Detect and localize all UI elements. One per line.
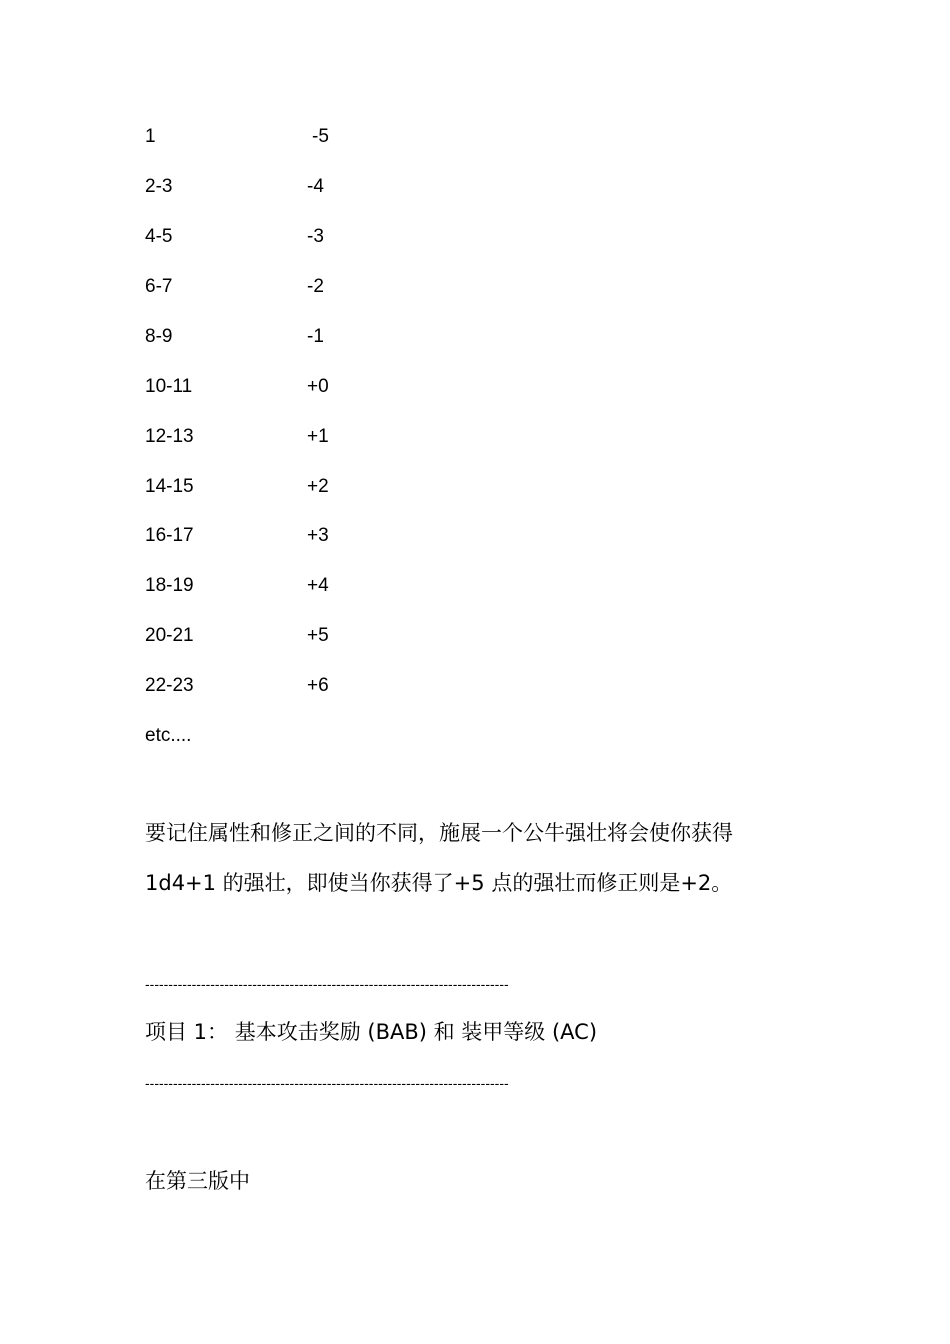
score-range: 18-19 [145,575,194,596]
etc-text: etc.... [145,725,192,746]
score-range: 10-11 [145,376,193,397]
modifier-value: -1 [307,326,324,347]
divider-rule: ------------------------------------------------------------------------------ [145,1075,509,1091]
modifier-value: +0 [307,376,329,397]
score-range: 14-15 [145,476,194,497]
modifier-value: -3 [307,226,324,247]
score-range: 16-17 [145,525,194,546]
score-range: 2-3 [145,176,173,197]
modifier-value: -5 [312,126,329,147]
score-range: 12-13 [145,426,194,447]
paragraph-line: 要记住属性和修正之间的不同，施展一个公牛强壮将会使你获得 [145,821,733,845]
modifier-value: +2 [307,476,329,497]
modifier-value: -2 [307,276,324,297]
score-range: 22-23 [145,675,194,696]
paragraph-line: 1d4+1 的强壮，即使当你获得了+5 点的强壮而修正则是+2。 [145,871,733,895]
score-range: 4-5 [145,226,173,247]
section-heading: 项目 1： 基本攻击奖励 (BAB) 和 装甲等级 (AC) [145,1020,598,1044]
modifier-value: +4 [307,575,329,596]
modifier-value: +1 [307,426,329,447]
score-range: 6-7 [145,276,173,297]
modifier-value: +6 [307,675,329,696]
closing-text: 在第三版中 [145,1169,250,1193]
modifier-value: -4 [307,176,324,197]
divider-rule: ------------------------------------------------------------------------------ [145,976,509,992]
modifier-value: +3 [307,525,329,546]
modifier-value: +5 [307,625,329,646]
score-range: 20-21 [145,625,194,646]
score-range: 1 [145,126,156,147]
score-range: 8-9 [145,326,173,347]
